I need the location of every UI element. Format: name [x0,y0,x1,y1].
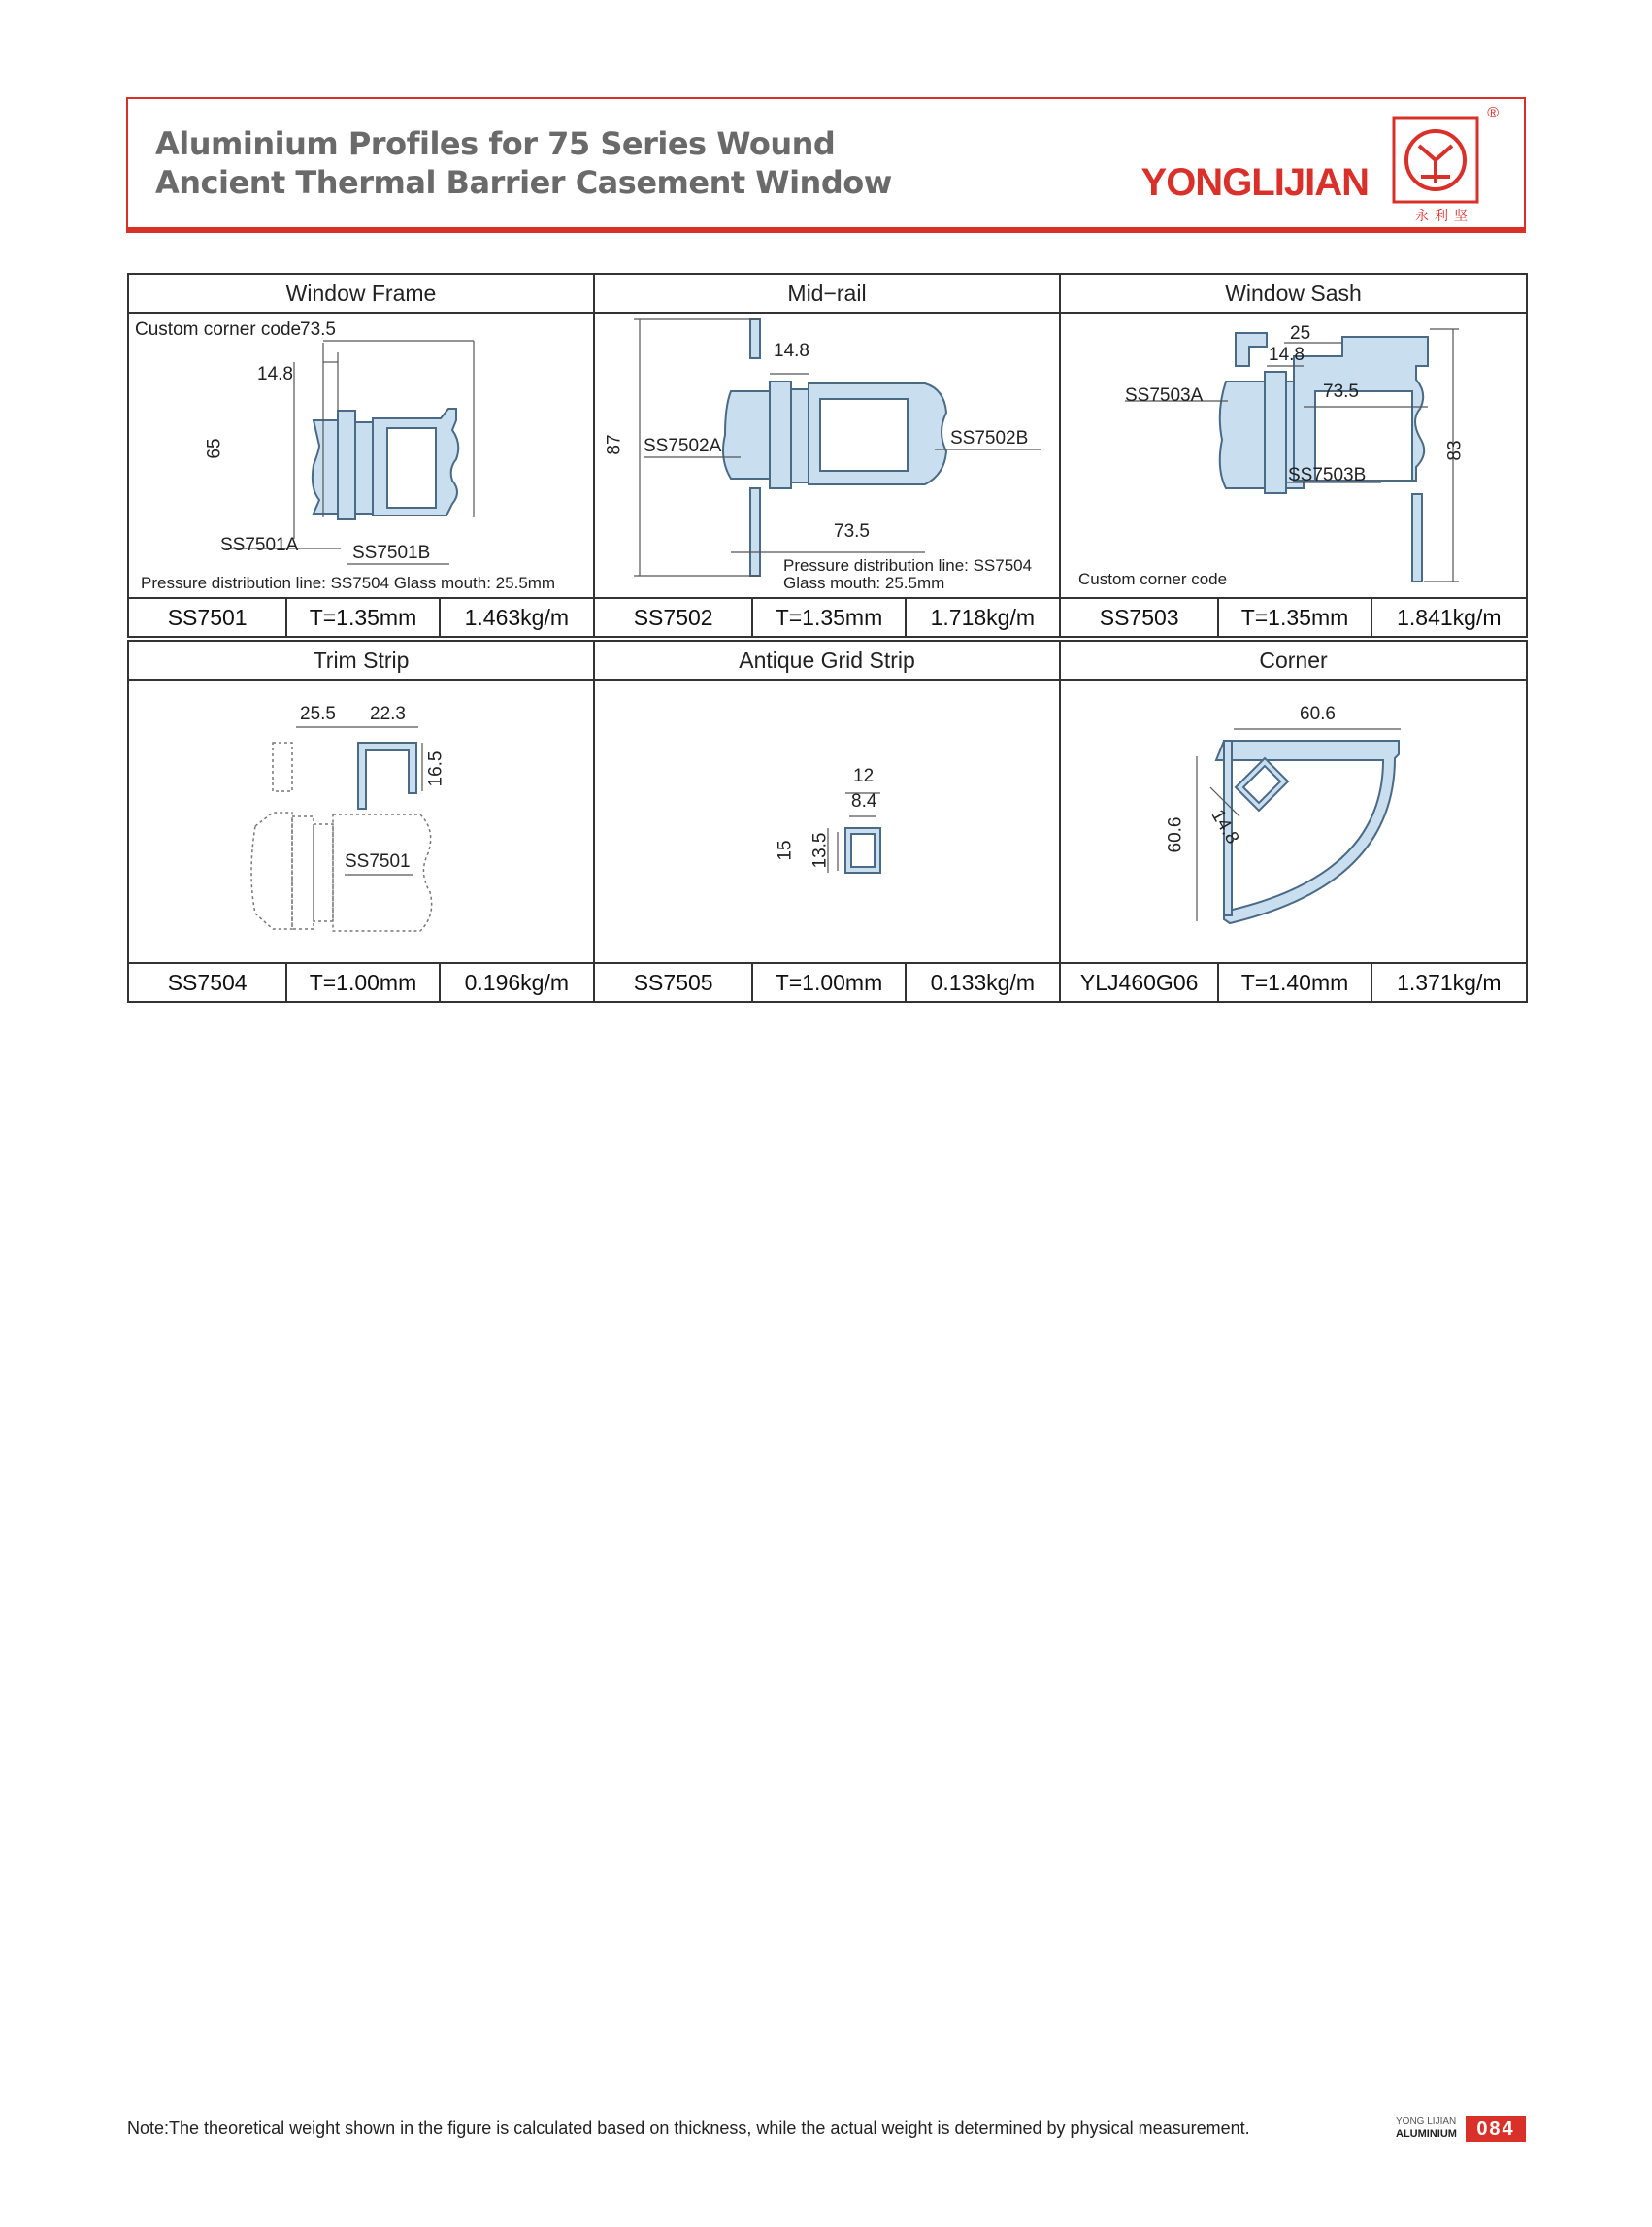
panel-title-trim-strip: Trim Strip [128,641,594,680]
dim-gap: 14.8 [1206,806,1243,848]
dim-w-outer: 12 [853,766,875,786]
part-label-b: SS7501B [352,543,431,563]
spec-row-corner [1060,963,1527,1002]
spec-row-window-sash [1060,598,1527,637]
drawing-corner [1060,680,1527,963]
dim-w: 60.6 [1300,704,1336,724]
part-label-b: SS7502B [950,428,1029,449]
spec-weight: 0.196kg/m [464,969,570,995]
drawing-window-frame [128,313,594,598]
drawing-antique-grid-strip [594,680,1060,963]
spec-code: SS7501 [129,599,287,636]
spec-code: SS7505 [595,964,753,1001]
spec-weight: 1.463kg/m [464,604,570,630]
footer-brand-line-2: ALUMINIUM [1396,2128,1457,2140]
dim-height: 83 [1444,440,1466,461]
spec-weight: 1.841kg/m [1397,604,1502,630]
spec-thickness: T=1.00mm [287,964,440,1001]
label-corner-code: Custom corner code [135,319,302,340]
page-number: 084 [1466,2116,1526,2142]
part-label-a: SS7501A [220,535,299,555]
spec-row-mid-rail [594,598,1060,637]
dim-h-outer: 15 [775,840,796,861]
part-label-b: SS7503B [1288,465,1367,485]
label-corner-code: Custom corner code [1078,570,1228,588]
brand-logo-icon [1392,116,1479,204]
dim-width: 73.5 [834,521,870,542]
drawing-trim-strip [128,680,594,963]
spec-thickness: T=1.40mm [1219,964,1371,1001]
dim-height: 87 [604,434,625,455]
panel-title-corner: Corner [1060,641,1527,680]
part-label-a: SS7502A [644,436,722,456]
brand-name: YONGLIJIAN [1140,161,1369,204]
trim-strip-profile-drawing [129,681,593,962]
spec-weight: 1.371kg/m [1397,969,1502,995]
ref-label: SS7501 [345,851,411,872]
panel-title-window-frame: Window Frame [128,274,594,313]
footer-brand [1396,2116,1457,2141]
dim-gap: 14.8 [774,341,809,361]
profiles-table-bottom [127,640,1528,1003]
dim-gap: 14.8 [257,364,293,384]
spec-code: YLJ460G06 [1061,964,1219,1001]
footer-note: Note:The theoretical weight shown in the figure is calculated based on thickness, while the actual weight is determined by physical measurement. [127,2118,1250,2138]
mid-rail-note-2: Glass mouth: 25.5mm [783,574,945,592]
corner-profile-drawing [1061,681,1526,962]
spec-code: SS7504 [129,964,287,1001]
dim-w1: 25.5 [300,704,336,724]
dim-top: 25 [1290,323,1311,344]
spec-thickness: T=1.35mm [1219,599,1371,636]
spec-weight: 1.718kg/m [930,604,1036,630]
dim-h: 60.6 [1165,816,1186,853]
frame-note: Pressure distribution line: SS7504 Glass mouth: 25.5mm [141,574,556,592]
profiles-table-top [127,273,1528,638]
dim-height: 65 [204,438,225,459]
dim-h-inner: 13.5 [809,832,831,869]
mid-rail-note-1: Pressure distribution line: SS7504 [783,556,1033,575]
spec-row-window-frame [128,598,594,637]
spec-code: SS7503 [1061,599,1219,636]
dim-w2: 22.3 [370,704,406,724]
dim-gap: 14.8 [1269,345,1305,365]
spec-thickness: T=1.00mm [753,964,906,1001]
antique-grid-strip-profile-drawing [595,681,1059,962]
page-title [155,124,892,202]
spec-thickness: T=1.35mm [753,599,906,636]
page-header [126,97,1526,233]
spec-row-trim-strip [128,963,594,1002]
part-label-a: SS7503A [1125,385,1204,406]
panel-title-mid-rail: Mid−rail [594,274,1060,313]
panel-title-window-sash: Window Sash [1060,274,1527,313]
footer-brand-line-1: YONG LIJIAN [1396,2116,1457,2127]
dim-width: 73.5 [300,319,336,340]
spec-row-antique-grid-strip [594,963,1060,1002]
spec-weight: 0.133kg/m [930,969,1036,995]
drawing-mid-rail [594,313,1060,598]
title-line-1: Aluminium Profiles for 75 Series Wound [155,125,836,162]
spec-code: SS7502 [595,599,753,636]
registered-mark: ® [1487,105,1499,121]
drawing-window-sash [1060,313,1527,598]
dim-h: 16.5 [425,750,446,787]
title-line-2: Ancient Thermal Barrier Casement Window [155,164,892,201]
dim-w-inner: 8.4 [851,791,877,812]
dim-width: 73.5 [1323,382,1359,402]
brand-cn: 永利坚 [1415,208,1473,223]
panel-title-antique-grid-strip: Antique Grid Strip [594,641,1060,680]
spec-thickness: T=1.35mm [287,599,440,636]
